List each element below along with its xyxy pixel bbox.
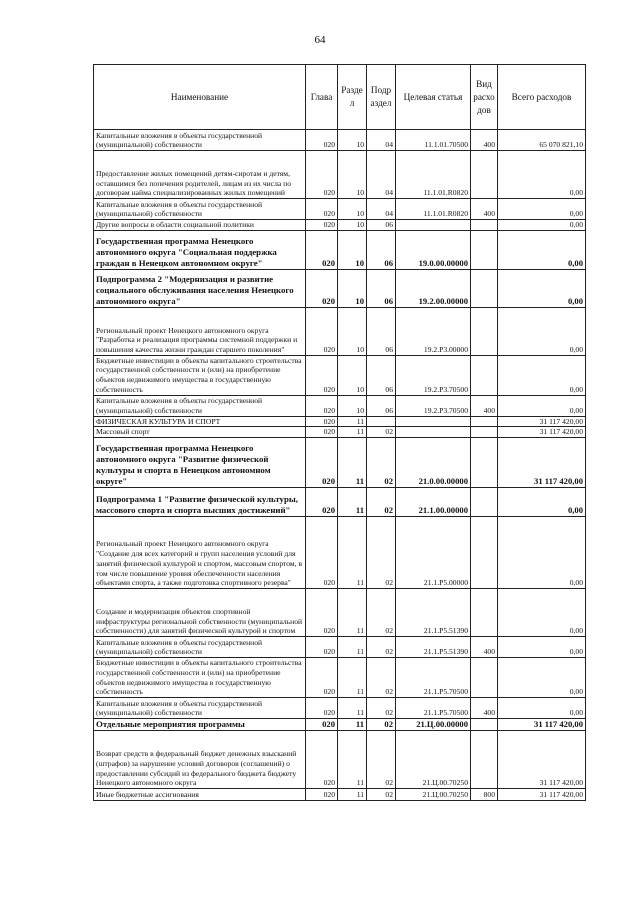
cell-sum: 0,00: [498, 230, 586, 269]
cell-name: Возврат средств в федеральный бюджет денежных взысканий (штрафов) за нарушение условий договоров (соглашений) о предоставлении субсидий из федерального бюджета бюджету Ненецкого автономного округа: [94, 730, 306, 788]
cell-sub: 06: [367, 269, 396, 307]
cell-ch: 020: [306, 230, 338, 269]
cell-sub: 02: [367, 588, 396, 636]
cell-sum: 31 117 420,00: [498, 788, 586, 800]
table-row: [94, 220, 586, 231]
cell-sum: 0,00: [498, 355, 586, 395]
table-row: [94, 199, 586, 220]
cell-target: 21.0.00.00000: [396, 437, 471, 487]
cell-type: 400: [471, 636, 498, 657]
cell-ch: 020: [306, 416, 338, 427]
cell-ch: 020: [306, 730, 338, 788]
cell-sec: 11: [338, 730, 367, 788]
cell-target: 19.2.P3.00000: [396, 307, 471, 355]
cell-sub: 02: [367, 636, 396, 657]
cell-name: Капитальные вложения в объекты государственной (муниципальной) собственности: [94, 199, 306, 220]
cell-name: Капитальные вложения в объекты государственной (муниципальной) собственности: [94, 130, 306, 151]
cell-sec: 11: [338, 788, 367, 800]
cell-sum: 0,00: [498, 697, 586, 718]
cell-type: 400: [471, 697, 498, 718]
cell-sub: 06: [367, 307, 396, 355]
cell-ch: 020: [306, 697, 338, 718]
cell-sub: 06: [367, 230, 396, 269]
table-row: [94, 697, 586, 718]
cell-name: Создание и модернизация объектов спортивной инфраструктуры региональной собственности (муниципальной собственности) для занятий физической культурой и спортом: [94, 588, 306, 636]
cell-target: 21.1.00.00000: [396, 487, 471, 516]
cell-sub: 02: [367, 697, 396, 718]
cell-name: ФИЗИЧЕСКАЯ КУЛЬТУРА И СПОРТ: [94, 416, 306, 427]
cell-sec: 11: [338, 636, 367, 657]
cell-ch: 020: [306, 199, 338, 220]
cell-target: 19.0.00.00000: [396, 230, 471, 269]
cell-name: Капитальные вложения в объекты государственной (муниципальной) собственности: [94, 697, 306, 718]
table-row: [94, 427, 586, 438]
cell-type: [471, 269, 498, 307]
cell-target: 19.2.P3.70500: [396, 395, 471, 416]
cell-target: [396, 220, 471, 231]
cell-type: 400: [471, 395, 498, 416]
cell-target: 19.2.P3.70500: [396, 355, 471, 395]
cell-target: 21.Ц.00.70250: [396, 788, 471, 800]
table-row: [94, 657, 586, 697]
cell-sec: 11: [338, 427, 367, 438]
cell-type: [471, 230, 498, 269]
cell-ch: 020: [306, 130, 338, 151]
cell-type: [471, 220, 498, 231]
header-name: Наименование: [94, 65, 306, 130]
cell-ch: 020: [306, 427, 338, 438]
table-row: [94, 636, 586, 657]
header-chapter: Глава: [306, 65, 338, 130]
cell-sum: 65 070 821,10: [498, 130, 586, 151]
cell-ch: 020: [306, 151, 338, 199]
table-row: [94, 730, 586, 788]
cell-sec: 10: [338, 307, 367, 355]
cell-sec: 10: [338, 130, 367, 151]
cell-name: Подпрограмма 1 "Развитие физической культуры, массового спорта и спорта высших достижений": [94, 487, 306, 516]
cell-sum: 0,00: [498, 269, 586, 307]
cell-name: Подпрограмма 2 "Модернизация и развитие социального обслуживания населения Ненецкого автономного округа": [94, 269, 306, 307]
cell-sum: 31 117 420,00: [498, 416, 586, 427]
cell-target: 21.1.P5.70500: [396, 697, 471, 718]
cell-sec: 10: [338, 269, 367, 307]
cell-ch: 020: [306, 636, 338, 657]
cell-sub: 02: [367, 730, 396, 788]
cell-sec: 11: [338, 487, 367, 516]
budget-table: [93, 64, 586, 801]
table-row: [94, 269, 586, 307]
table-row: [94, 516, 586, 588]
cell-type: [471, 487, 498, 516]
cell-type: [471, 355, 498, 395]
cell-sec: 11: [338, 718, 367, 730]
cell-name: Государственная программа Ненецкого автономного округа "Развитие физической культуры и спорта в Ненецком автономном округе": [94, 437, 306, 487]
cell-ch: 020: [306, 269, 338, 307]
cell-type: [471, 657, 498, 697]
cell-name: Государственная программа Ненецкого автономного округа "Социальная поддержка граждан в Ненецком автономном округе": [94, 230, 306, 269]
cell-sub: 06: [367, 355, 396, 395]
cell-ch: 020: [306, 307, 338, 355]
cell-type: [471, 516, 498, 588]
cell-name: Региональный проект Ненецкого автономного округа "Создание для всех категорий и групп населения условий для занятий физической культурой и спортом, массовым спортом, в том числе повышение уровня обеспеченности населения объектами спорта, а также подготовка спортивного резерва": [94, 516, 306, 588]
cell-name: Капитальные вложения в объекты государственной (муниципальной) собственности: [94, 395, 306, 416]
cell-name: Региональный проект Ненецкого автономного округа "Разработка и реализация программы системной поддержки и повышения качества жизни граждан старшего поколения": [94, 307, 306, 355]
cell-target: 21.1.P5.51390: [396, 636, 471, 657]
cell-name: Отдельные мероприятия программы: [94, 718, 306, 730]
cell-sub: 02: [367, 718, 396, 730]
cell-sub: 02: [367, 657, 396, 697]
cell-sec: 10: [338, 220, 367, 231]
cell-name: Массовый спорт: [94, 427, 306, 438]
cell-sum: 0,00: [498, 151, 586, 199]
cell-sub: [367, 416, 396, 427]
cell-sub: 04: [367, 130, 396, 151]
cell-sub: 06: [367, 395, 396, 416]
cell-sum: 31 117 420,00: [498, 437, 586, 487]
cell-ch: 020: [306, 220, 338, 231]
cell-target: 21.1.P5.70500: [396, 657, 471, 697]
cell-target: [396, 427, 471, 438]
table-row: [94, 355, 586, 395]
cell-name: Предоставление жилых помещений детям-сиротам и детям, оставшимся без попечения родителей, лицам из их числа по договорам найма специализированных жилых помещений: [94, 151, 306, 199]
cell-sum: 0,00: [498, 516, 586, 588]
table-row: [94, 718, 586, 730]
header-expense-type: Вид расхо дов: [471, 65, 498, 130]
cell-ch: 020: [306, 487, 338, 516]
table-row: [94, 151, 586, 199]
cell-sum: 0,00: [498, 199, 586, 220]
table-row: [94, 788, 586, 800]
cell-ch: 020: [306, 588, 338, 636]
cell-type: [471, 730, 498, 788]
cell-target: [396, 416, 471, 427]
cell-sub: 02: [367, 427, 396, 438]
cell-sub: 06: [367, 220, 396, 231]
cell-type: [471, 307, 498, 355]
table-row: [94, 307, 586, 355]
cell-sub: 02: [367, 516, 396, 588]
cell-sec: 11: [338, 416, 367, 427]
cell-type: [471, 416, 498, 427]
cell-type: [471, 427, 498, 438]
cell-target: 11.1.01.70500: [396, 130, 471, 151]
cell-type: [471, 437, 498, 487]
cell-sum: 0,00: [498, 657, 586, 697]
cell-sum: 0,00: [498, 588, 586, 636]
table-row: [94, 395, 586, 416]
table-row: [94, 437, 586, 487]
cell-sec: 10: [338, 395, 367, 416]
cell-target: 21.Ц.00.70250: [396, 730, 471, 788]
header-target: Целевая статья: [396, 65, 471, 130]
cell-ch: 020: [306, 718, 338, 730]
cell-target: 11.1.01.R0820: [396, 199, 471, 220]
cell-sec: 10: [338, 355, 367, 395]
cell-target: 21.1.P5.51390: [396, 588, 471, 636]
header-row: [94, 65, 586, 130]
cell-sec: 11: [338, 588, 367, 636]
cell-target: 11.1.01.R0820: [396, 151, 471, 199]
cell-sum: 0,00: [498, 220, 586, 231]
cell-sub: 04: [367, 151, 396, 199]
cell-ch: 020: [306, 788, 338, 800]
cell-target: 21.1.P5.00000: [396, 516, 471, 588]
table-row: [94, 130, 586, 151]
page-number: 64: [314, 34, 326, 46]
cell-sec: 10: [338, 151, 367, 199]
cell-type: [471, 718, 498, 730]
cell-sec: 11: [338, 697, 367, 718]
cell-sec: 10: [338, 199, 367, 220]
cell-name: Другие вопросы в области социальной политики: [94, 220, 306, 231]
cell-target: 19.2.00.00000: [396, 269, 471, 307]
cell-sum: 31 117 420,00: [498, 427, 586, 438]
cell-name: Бюджетные инвестиции в объекты капитального строительства государственной собственности и (или) на приобретение объектов недвижимого имущества в государственную собственность: [94, 657, 306, 697]
cell-type: 800: [471, 788, 498, 800]
cell-sub: 04: [367, 199, 396, 220]
cell-sec: 11: [338, 657, 367, 697]
cell-name: Бюджетные инвестиции в объекты капитального строительства государственной собственности и (или) на приобретение объектов недвижимого имущества в государственную собственность: [94, 355, 306, 395]
cell-sum: 0,00: [498, 636, 586, 657]
table-row: [94, 487, 586, 516]
cell-name: Капитальные вложения в объекты государственной (муниципальной) собственности: [94, 636, 306, 657]
cell-type: [471, 588, 498, 636]
cell-sec: 10: [338, 230, 367, 269]
table-row: [94, 230, 586, 269]
cell-type: [471, 151, 498, 199]
cell-ch: 020: [306, 355, 338, 395]
table-row: [94, 416, 586, 427]
cell-ch: 020: [306, 395, 338, 416]
cell-sec: 11: [338, 437, 367, 487]
cell-target: 21.Ц.00.00000: [396, 718, 471, 730]
cell-sub: 02: [367, 487, 396, 516]
cell-sub: 02: [367, 437, 396, 487]
cell-sum: 0,00: [498, 395, 586, 416]
header-section: Разде л: [338, 65, 367, 130]
cell-sub: 02: [367, 788, 396, 800]
header-total: Всего расходов: [498, 65, 586, 130]
cell-ch: 020: [306, 516, 338, 588]
cell-type: 400: [471, 130, 498, 151]
header-subsection: Подр аздел: [367, 65, 396, 130]
cell-sum: 31 117 420,00: [498, 718, 586, 730]
cell-sum: 0,00: [498, 307, 586, 355]
cell-name: Иные бюджетные ассигнования: [94, 788, 306, 800]
cell-sum: 31 117 420,00: [498, 730, 586, 788]
cell-sec: 11: [338, 516, 367, 588]
cell-ch: 020: [306, 437, 338, 487]
cell-sum: 0,00: [498, 487, 586, 516]
cell-ch: 020: [306, 657, 338, 697]
cell-type: 400: [471, 199, 498, 220]
table-row: [94, 588, 586, 636]
